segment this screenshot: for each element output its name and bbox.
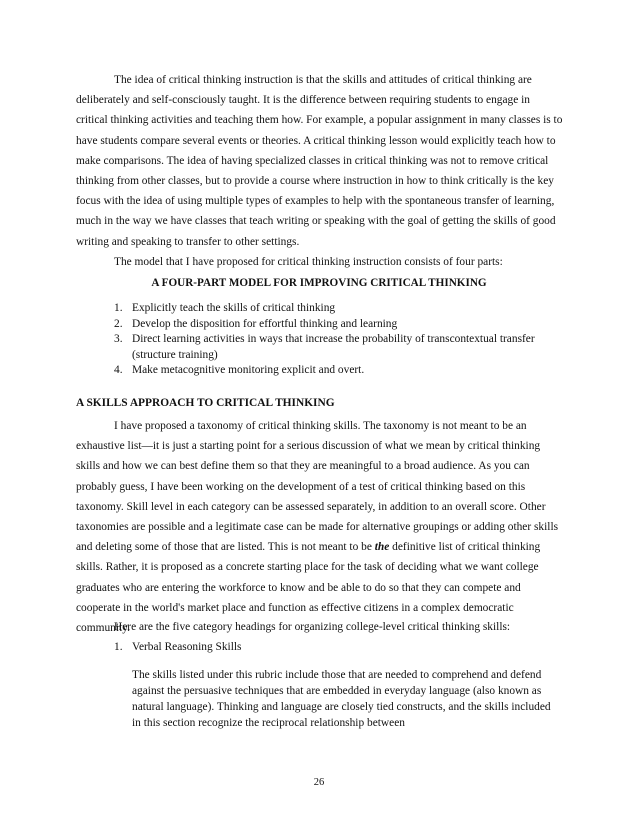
section-heading: A SKILLS APPROACH TO CRITICAL THINKING	[76, 397, 335, 409]
taxonomy-text-after: definitive list of critical thinking skills. Rather, it is proposed as a concrete starting place for the task of deciding what we want college graduates who are entering the workforce to know and be able to do so that they can compete and cooperate in the world's market place and function as effective citizens in a complex democratic community.	[76, 541, 541, 635]
list-item-number: 4.	[114, 364, 123, 377]
list-item	[114, 332, 564, 363]
taxonomy-emphasis: the	[374, 541, 390, 554]
category-label: Verbal Reasoning Skills	[132, 641, 242, 653]
taxonomy-text-before: I have proposed a taxonomy of critical thinking skills. The taxonomy is not meant to be an exhaustive list—it is just a starting point for a serious discussion of what we mean by critical thinking skills and how we can best define them so that they are meaningful to a broad audience. As you can probably guess, I have been working on the development of a test of critical thinking based on this taxonomy. Skill level in each category can be assessed separately, in addition to an overall score. Other taxonomies are possible and a legitimate case can be made for alternative groupings or adding other skills and deleting some of those that are listed. This is not meant to be	[76, 420, 559, 554]
category-item	[114, 641, 241, 653]
category-description: The skills listed under this rubric include those that are needed to comprehend and defend against the persuasive techniques that are embedded in everyday language (also known as natural language). Thinking and language are closely tied constructs, and the skills included in this section recognize the reciprocal relationship between	[132, 669, 551, 729]
model-intro-paragraph: The model that I have proposed for critical thinking instruction consists of four parts:	[114, 256, 503, 268]
categories-intro-paragraph: Here are the five category headings for organizing college-level critical thinking skills:	[114, 621, 511, 633]
list-item-text: Explicitly teach the skills of critical thinking	[132, 302, 336, 314]
list-item-text: Make metacognitive monitoring explicit and overt.	[132, 364, 365, 377]
list-item-number: 2.	[114, 317, 123, 330]
list-item	[114, 317, 564, 333]
intro-paragraph: The idea of critical thinking instruction is that the skills and attitudes of critical thinking are deliberately and self-consciously taught. It is the difference between requiring students to engage in critical thinking activities and teaching them how. For example, a popular assignment in many classes is to have students compare several events or theories. A critical thinking lesson would explicitly teach how to make comparisons. The idea of having specialized classes in critical thinking was not to remove critical thinking from other classes, but to provide a course where instruction in how to think critically is the key focus with the idea of using multiple types of examples to help with the spontaneous transfer of learning, much in the way we have classes that teach writing or speaking with the goal of getting the skills of good writing and speaking to transfer to other settings.	[76, 74, 563, 248]
list-item	[114, 363, 564, 379]
page-number: 26	[313, 777, 325, 788]
list-item-number: 3.	[114, 333, 123, 346]
taxonomy-paragraph	[76, 416, 564, 638]
model-list	[114, 301, 564, 379]
list-item-text: Direct learning activities in ways that increase the probability of transcontextual transfer (structure training)	[132, 333, 535, 361]
list-item-number: 1.	[114, 302, 123, 314]
list-item	[114, 301, 564, 317]
model-heading: A FOUR-PART MODEL FOR IMPROVING CRITICAL THINKING	[151, 277, 487, 289]
category-number: 1.	[114, 641, 123, 653]
list-item-text: Develop the disposition for effortful thinking and learning	[132, 317, 398, 330]
